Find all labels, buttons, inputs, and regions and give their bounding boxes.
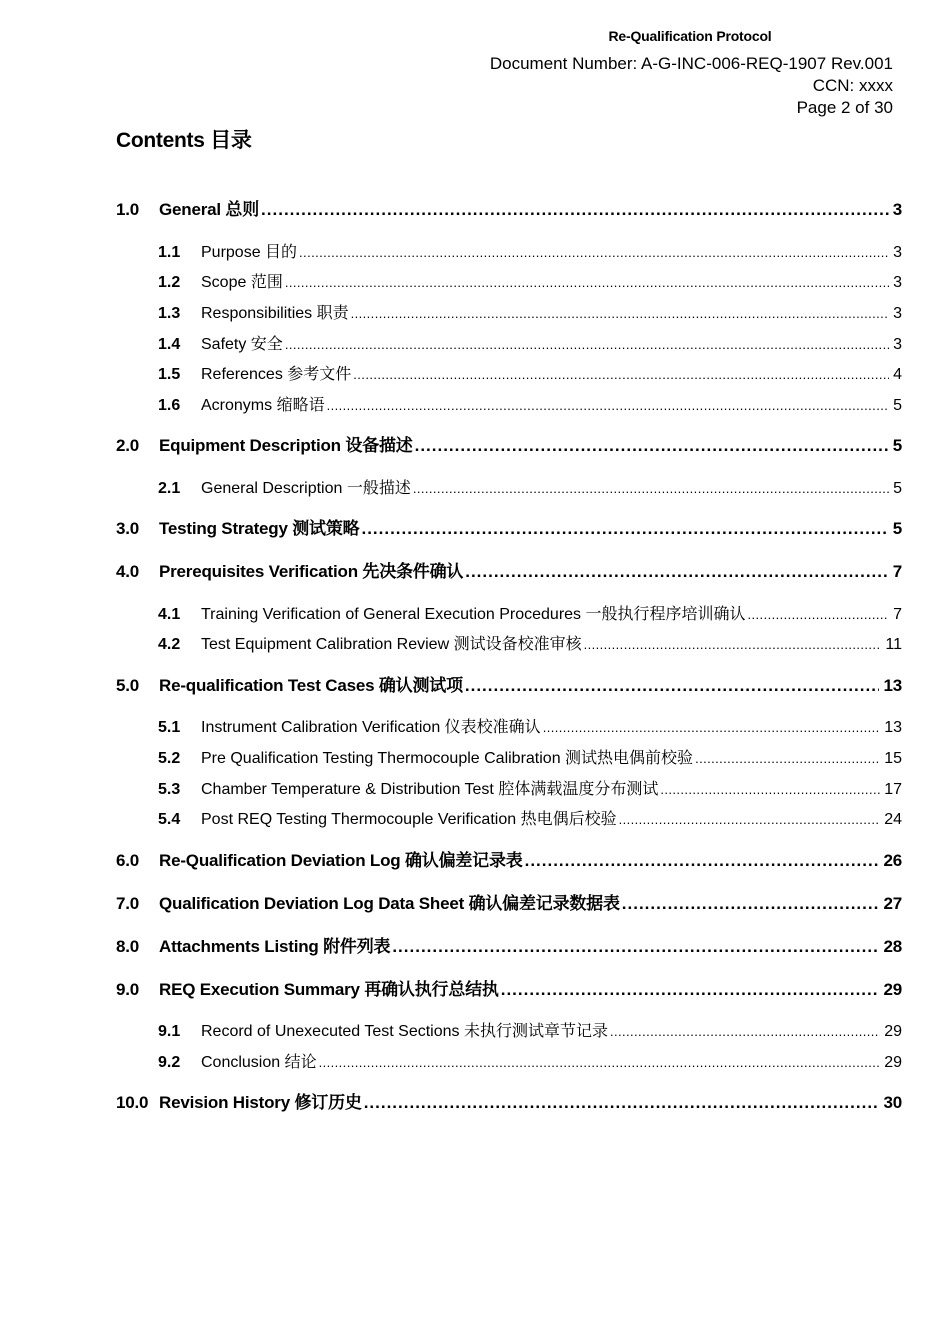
toc-entry-1-0[interactable] bbox=[116, 195, 902, 220]
dot-leader bbox=[748, 607, 890, 622]
toc-entry-1-2[interactable] bbox=[158, 269, 902, 292]
toc-title: Responsibilities 职责 bbox=[201, 305, 349, 322]
toc-title: Attachments Listing 附件列表 bbox=[159, 937, 391, 956]
ccn-number: CCN: xxxx bbox=[812, 76, 893, 95]
toc-entry-1-4[interactable] bbox=[158, 331, 902, 354]
toc-title: References 参考文件 bbox=[201, 366, 352, 383]
dot-leader bbox=[610, 1024, 880, 1039]
toc-page: 29 bbox=[884, 1054, 902, 1071]
toc-title: Testing Strategy 测试策略 bbox=[159, 519, 360, 538]
dot-leader bbox=[622, 894, 880, 914]
toc-entry-2-0[interactable] bbox=[116, 431, 902, 456]
toc-title: Purpose 目的 bbox=[201, 244, 298, 261]
toc-title: Pre Qualification Testing Thermocouple Calibration 测试热电偶前校验 bbox=[201, 750, 694, 767]
toc-title: Test Equipment Calibration Review 测试设备校准审核 bbox=[201, 636, 582, 653]
toc-number: 4.0 bbox=[116, 562, 140, 581]
toc-page: 5 bbox=[893, 397, 902, 414]
toc-title: Revision History 修订历史 bbox=[159, 1093, 362, 1112]
toc-entry-4-1[interactable] bbox=[158, 601, 902, 624]
toc-title: REQ Execution Summary 再确认执行总结执 bbox=[159, 980, 499, 999]
dot-leader bbox=[584, 637, 882, 652]
dot-leader bbox=[465, 562, 889, 582]
page-number: Page 2 of 30 bbox=[796, 98, 893, 117]
toc-page: 3 bbox=[892, 200, 902, 219]
toc-title: Instrument Calibration Verification 仪表校准确认 bbox=[201, 719, 541, 736]
dot-leader bbox=[319, 1055, 881, 1070]
toc-title: Chamber Temperature & Distribution Test 腔体满载温度分布测试 bbox=[201, 781, 659, 798]
toc-number: 2.1 bbox=[158, 480, 181, 497]
toc-page: 7 bbox=[893, 606, 902, 623]
toc-entry-4-0[interactable] bbox=[116, 557, 902, 582]
toc-entry-2-1[interactable] bbox=[158, 475, 902, 498]
toc-number: 5.3 bbox=[158, 781, 181, 798]
dot-leader bbox=[543, 720, 881, 735]
dot-leader bbox=[619, 812, 881, 827]
toc-title: Training Verification of General Execution Procedures 一般执行程序培训确认 bbox=[201, 606, 746, 623]
toc-entry-9-1[interactable] bbox=[158, 1018, 902, 1041]
toc-entry-3-0[interactable] bbox=[116, 514, 902, 539]
toc-page: 5 bbox=[893, 480, 902, 497]
toc-title: Re-Qualification Deviation Log 确认偏差记录表 bbox=[159, 851, 523, 870]
toc-number: 1.0 bbox=[116, 200, 140, 219]
dot-leader bbox=[361, 519, 888, 539]
toc-title: Scope 范围 bbox=[201, 274, 283, 291]
toc-title: Equipment Description 设备描述 bbox=[159, 436, 413, 455]
toc-number: 2.0 bbox=[116, 436, 140, 455]
toc-entry-9-2[interactable] bbox=[158, 1049, 902, 1072]
contents-title: Contents 目录 bbox=[116, 129, 252, 152]
dot-leader bbox=[327, 398, 890, 413]
dot-leader bbox=[413, 481, 889, 496]
toc-page: 3 bbox=[893, 244, 902, 261]
dot-leader bbox=[285, 337, 889, 352]
toc-number: 4.2 bbox=[158, 636, 181, 653]
toc-number: 7.0 bbox=[116, 894, 140, 913]
toc-title: Conclusion 结论 bbox=[201, 1054, 317, 1071]
toc-page: 17 bbox=[884, 781, 902, 798]
toc-number: 6.0 bbox=[116, 851, 140, 870]
document-number: Document Number: A-G-INC-006-REQ-1907 Rev.001 bbox=[489, 54, 893, 73]
toc-entry-1-1[interactable] bbox=[158, 239, 902, 262]
toc-number: 3.0 bbox=[116, 519, 140, 538]
toc-page: 28 bbox=[883, 937, 902, 956]
toc-number: 10.0 bbox=[116, 1093, 149, 1112]
toc-page: 26 bbox=[883, 851, 902, 870]
dot-leader bbox=[261, 200, 889, 220]
dot-leader bbox=[501, 980, 880, 1000]
toc-number: 5.4 bbox=[158, 811, 181, 828]
document-header bbox=[489, 26, 893, 117]
toc-number: 1.4 bbox=[158, 336, 181, 353]
toc-number: 1.3 bbox=[158, 305, 181, 322]
toc-page: 7 bbox=[892, 562, 902, 581]
toc-page: 3 bbox=[893, 305, 902, 322]
toc-page: 11 bbox=[885, 636, 902, 653]
toc-title: Record of Unexecuted Test Sections 未执行测试章节记录 bbox=[201, 1023, 608, 1040]
toc-entry-7-0[interactable] bbox=[116, 889, 902, 914]
toc-entry-4-2[interactable] bbox=[158, 631, 902, 654]
toc-entry-5-1[interactable] bbox=[158, 714, 902, 737]
toc-page: 13 bbox=[883, 676, 902, 695]
toc-entry-1-3[interactable] bbox=[158, 300, 902, 323]
toc-entry-5-3[interactable] bbox=[158, 776, 902, 799]
toc-title: Safety 安全 bbox=[201, 336, 283, 353]
dot-leader bbox=[285, 275, 889, 290]
dot-leader bbox=[299, 245, 889, 260]
toc-entry-5-0[interactable] bbox=[116, 671, 902, 696]
toc-page: 3 bbox=[893, 274, 902, 291]
toc-page: 5 bbox=[892, 519, 902, 538]
toc-page: 15 bbox=[884, 750, 902, 767]
toc-number: 1.2 bbox=[158, 274, 181, 291]
toc-entry-1-6[interactable] bbox=[158, 392, 902, 415]
toc-number: 9.0 bbox=[116, 980, 140, 999]
toc-page: 27 bbox=[883, 894, 902, 913]
toc-page: 29 bbox=[884, 1023, 902, 1040]
toc-number: 5.2 bbox=[158, 750, 181, 767]
toc-title: Qualification Deviation Log Data Sheet 确认偏差记录数据表 bbox=[159, 894, 620, 913]
toc-page: 4 bbox=[893, 366, 902, 383]
toc-number: 5.1 bbox=[158, 719, 181, 736]
dot-leader bbox=[364, 1093, 880, 1113]
dot-leader bbox=[415, 436, 889, 456]
header-title: Re-Qualification Protocol bbox=[608, 28, 772, 44]
toc-page: 3 bbox=[893, 336, 902, 353]
dot-leader bbox=[660, 782, 880, 797]
toc-entry-10-0[interactable] bbox=[116, 1088, 902, 1113]
dot-leader bbox=[353, 367, 889, 382]
toc-title: General 总则 bbox=[159, 200, 260, 219]
toc-title: Post REQ Testing Thermocouple Verification 热电偶后校验 bbox=[201, 811, 617, 828]
toc-number: 9.2 bbox=[158, 1054, 181, 1071]
toc-number: 9.1 bbox=[158, 1023, 181, 1040]
toc-number: 1.6 bbox=[158, 397, 181, 414]
toc-number: 5.0 bbox=[116, 676, 140, 695]
toc-page: 13 bbox=[884, 719, 902, 736]
toc-entry-9-0[interactable] bbox=[116, 975, 902, 1000]
dot-leader bbox=[695, 751, 880, 766]
toc-page: 24 bbox=[884, 811, 902, 828]
toc-entry-6-0[interactable] bbox=[116, 846, 902, 871]
toc-title: Prerequisites Verification 先决条件确认 bbox=[159, 562, 464, 581]
dot-leader bbox=[525, 851, 880, 871]
toc-number: 4.1 bbox=[158, 606, 181, 623]
toc-title: General Description 一般描述 bbox=[201, 480, 411, 497]
toc-page: 30 bbox=[883, 1093, 902, 1112]
toc-number: 8.0 bbox=[116, 937, 140, 956]
toc-entry-5-4[interactable] bbox=[158, 806, 902, 829]
toc-title: Acronyms 缩略语 bbox=[201, 397, 325, 414]
toc-page: 29 bbox=[883, 980, 902, 999]
toc-entry-8-0[interactable] bbox=[116, 932, 902, 957]
toc-page: 5 bbox=[892, 436, 902, 455]
toc-entry-5-2[interactable] bbox=[158, 745, 902, 768]
toc-number: 1.5 bbox=[158, 366, 181, 383]
toc-number: 1.1 bbox=[158, 244, 181, 261]
dot-leader bbox=[351, 306, 889, 321]
toc-title: Re-qualification Test Cases 确认测试项 bbox=[159, 676, 463, 695]
dot-leader bbox=[465, 676, 880, 696]
dot-leader bbox=[392, 937, 879, 957]
toc-entry-1-5[interactable] bbox=[158, 361, 902, 384]
